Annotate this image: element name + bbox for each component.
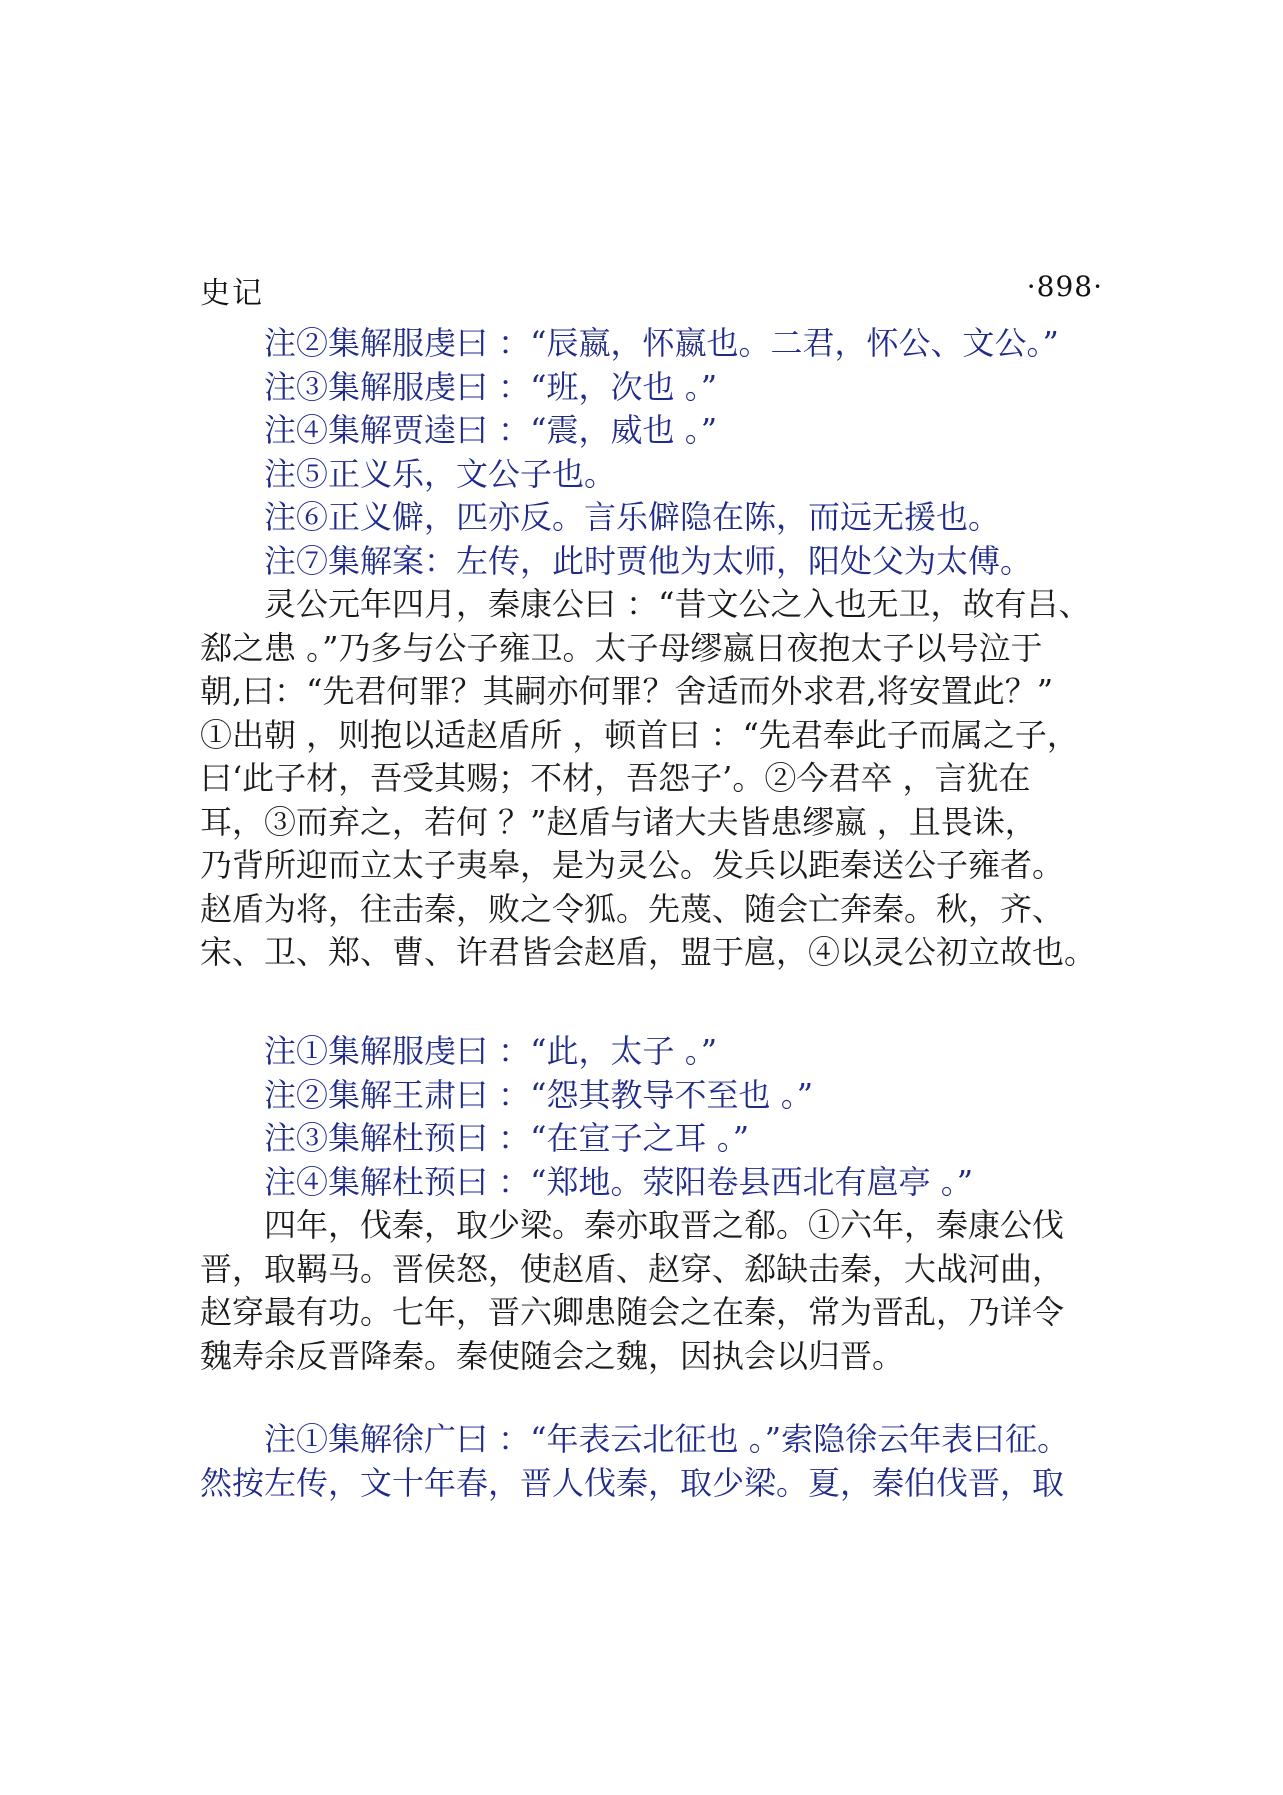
body-paragraph-1 <box>200 583 1120 975</box>
paragraph-line: 魏寿余反晋降秦。秦使随会之魏，因执会以归晋。 <box>200 1336 905 1375</box>
paragraph-line: 赵盾为将，往击秦，败之令狐。先蔑、随会亡奔秦。秋，齐、 <box>200 889 1065 928</box>
notes-group-2 <box>200 1030 1120 1204</box>
page-number: ·898· <box>1026 270 1103 303</box>
running-head-title: 史记 <box>200 276 264 311</box>
body-paragraph-2 <box>200 1204 1120 1378</box>
paragraph-line: 郄之患 。”乃多与公子雍卫。太子母缪嬴日夜抱太子以号泣于 <box>200 628 1043 667</box>
paragraph-line: 耳，③而弃之，若何 ？”赵盾与诸大夫皆患缪嬴 ，且畏诛， <box>200 802 1037 841</box>
paragraph-line: 四年，伐秦，取少梁。秦亦取晋之郩。①六年，秦康公伐 <box>264 1206 1065 1244</box>
paragraph-line: 晋，取羁马。晋侯怒，使赵盾、赵穿、郄缺击秦，大战河曲， <box>200 1249 1065 1288</box>
note-line: 注②集解王肃曰 ：“怨其教导不至也 。” <box>264 1075 814 1114</box>
paragraph-line: 乃背所迎而立太子夷皋，是为灵公。发兵以距秦送公子雍者。 <box>200 846 1065 884</box>
paragraph-line: ①出朝 ，则抱以适赵盾所 ，顿首曰 ：“先君奉此子而属之子， <box>200 715 1079 754</box>
note-line: 注②集解服虔曰 ：“辰嬴，怀嬴也。二君，怀公、文公。” <box>264 324 1059 362</box>
paragraph-line: 宋、卫、郑、曹、许君皆会赵盾，盟于扈，④以灵公初立故也。 <box>200 933 1097 971</box>
note-line: 注③集解服虔曰 ：“班，次也 。” <box>264 367 718 406</box>
paragraph-line: 朝,曰：“先君何罪？其嗣亦何罪？舍适而外求君,将安置此？” <box>200 672 1054 710</box>
paragraph-line: 赵穿最有功。七年，晋六卿患随会之在秦，常为晋乱，乃详令 <box>200 1293 1065 1331</box>
note-line: 注①集解服虔曰 ：“此，太子 。” <box>264 1032 718 1070</box>
notes-group-1 <box>200 322 1120 583</box>
note-line: 注④集解杜预曰 ：“郑地。荥阳卷县西北有扈亭 。” <box>264 1162 974 1201</box>
note-paragraph-line: 然按左传，文十年春，晋人伐秦，取少梁。夏，秦伯伐晋，取 <box>200 1463 1065 1502</box>
paragraph-line: 灵公元年四月，秦康公曰 ：“昔文公之入也无卫，故有吕、 <box>264 585 1091 623</box>
note-paragraph-3 <box>200 1418 1120 1505</box>
note-line: 注⑤正义乐，文公子也。 <box>264 454 617 493</box>
note-line: 注④集解贾逵曰 ：“震，威也 。” <box>264 411 718 449</box>
note-line: 注⑦集解案：左传，此时贾他为太师，阳处父为太傅。 <box>264 541 1033 580</box>
note-paragraph-line: 注①集解徐广曰 ：“年表云北征也 。”索隐徐云年表曰征。 <box>264 1420 1070 1458</box>
note-line: 注③集解杜预曰 ：“在宣子之耳 。” <box>264 1119 750 1157</box>
note-line: 注⑥正义僻，匹亦反。言乐僻隐在陈，而远无援也。 <box>264 498 1001 536</box>
paragraph-line: 曰‘此子材，吾受其赐；不材，吾怨子’。②今君卒 ，言犹在 <box>200 759 1031 797</box>
